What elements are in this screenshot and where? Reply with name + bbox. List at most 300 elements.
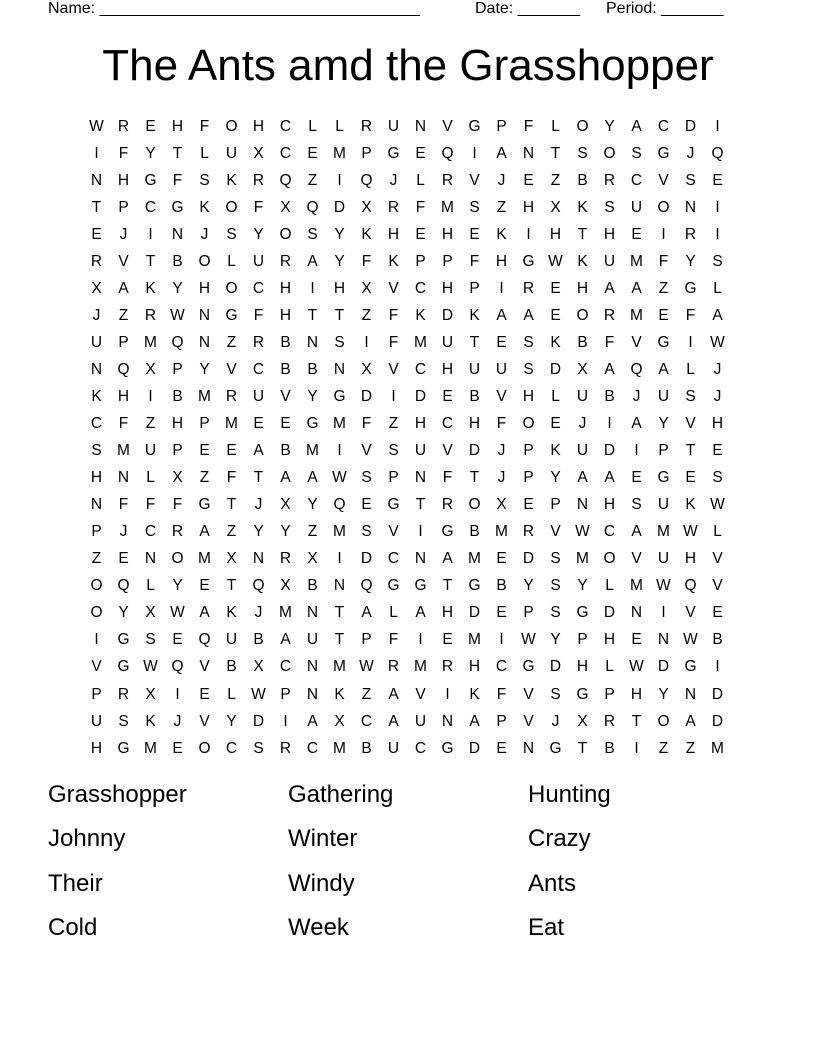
grid-letter[interactable]: I	[364, 333, 369, 351]
grid-letter[interactable]: S	[712, 252, 723, 270]
grid-letter[interactable]: U	[252, 387, 265, 405]
grid-letter[interactable]: J	[497, 469, 506, 487]
grid-letter[interactable]: Q	[279, 171, 292, 189]
grid-letter[interactable]: G	[333, 387, 346, 405]
grid-letter[interactable]: P	[523, 469, 534, 487]
grid-letter[interactable]: R	[171, 523, 184, 541]
grid-letter[interactable]: H	[441, 604, 454, 622]
grid-letter[interactable]: B	[577, 171, 588, 189]
grid-letter[interactable]: P	[388, 469, 399, 487]
grid-letter[interactable]: J	[686, 144, 695, 162]
grid-letter[interactable]: Q	[333, 496, 346, 514]
grid-letter[interactable]: C	[252, 360, 265, 378]
grid-letter[interactable]: W	[710, 333, 725, 351]
grid-letter[interactable]: B	[712, 631, 723, 649]
grid-letter[interactable]: I	[175, 685, 180, 703]
grid-letter[interactable]: O	[171, 550, 184, 568]
grid-letter[interactable]: A	[199, 604, 210, 622]
grid-letter[interactable]: F	[172, 171, 183, 189]
grid-letter[interactable]: F	[604, 333, 615, 351]
grid-letter[interactable]: I	[499, 279, 504, 297]
grid-letter[interactable]: V	[712, 577, 723, 595]
grid-letter[interactable]: J	[551, 712, 560, 730]
grid-letter[interactable]: H	[603, 631, 616, 649]
grid-letter[interactable]: T	[550, 144, 561, 162]
grid-letter[interactable]: K	[334, 685, 345, 703]
grid-letter[interactable]: W	[521, 631, 536, 649]
grid-letter[interactable]: P	[361, 631, 372, 649]
grid-letter[interactable]: N	[441, 712, 454, 730]
grid-letter[interactable]: K	[388, 252, 399, 270]
grid-letter[interactable]: X	[253, 144, 264, 162]
grid-letter[interactable]: L	[389, 604, 398, 622]
grid-letter[interactable]: M	[144, 333, 157, 351]
grid-letter[interactable]: T	[334, 306, 345, 324]
grid-letter[interactable]: N	[684, 198, 697, 216]
grid-letter[interactable]: W	[170, 306, 185, 324]
grid-letter[interactable]: Z	[307, 171, 318, 189]
grid-letter[interactable]: Q	[630, 360, 643, 378]
grid-letter[interactable]: D	[333, 198, 346, 216]
grid-letter[interactable]: T	[91, 198, 102, 216]
grid-letter[interactable]: C	[414, 739, 427, 757]
grid-letter[interactable]: R	[603, 712, 616, 730]
grid-letter[interactable]: C	[441, 415, 454, 433]
grid-letter[interactable]: H	[468, 415, 481, 433]
grid-letter[interactable]: V	[658, 171, 669, 189]
grid-letter[interactable]: D	[441, 306, 454, 324]
grid-letter[interactable]: M	[495, 523, 508, 541]
grid-letter[interactable]: T	[307, 306, 318, 324]
grid-letter[interactable]: M	[306, 442, 319, 460]
grid-letter[interactable]: E	[523, 171, 534, 189]
grid-letter[interactable]: R	[441, 171, 454, 189]
grid-letter[interactable]: E	[496, 604, 507, 622]
grid-letter[interactable]: I	[499, 631, 504, 649]
grid-letter[interactable]: L	[200, 144, 209, 162]
grid-letter[interactable]: E	[550, 415, 561, 433]
grid-letter[interactable]: E	[199, 685, 210, 703]
grid-letter[interactable]: L	[713, 279, 722, 297]
grid-letter[interactable]: S	[118, 712, 129, 730]
grid-letter[interactable]: H	[603, 496, 616, 514]
grid-letter[interactable]: L	[416, 171, 425, 189]
grid-letter[interactable]: E	[496, 333, 507, 351]
grid-letter[interactable]: P	[442, 252, 453, 270]
grid-letter[interactable]: A	[388, 712, 399, 730]
grid-letter[interactable]: M	[117, 442, 130, 460]
grid-letter[interactable]: E	[361, 496, 372, 514]
grid-letter[interactable]: I	[661, 225, 666, 243]
grid-letter[interactable]: E	[712, 171, 723, 189]
grid-letter[interactable]: D	[603, 604, 616, 622]
grid-letter[interactable]: P	[172, 442, 183, 460]
grid-letter[interactable]: Z	[658, 279, 669, 297]
grid-letter[interactable]: I	[283, 712, 288, 730]
grid-letter[interactable]: I	[148, 225, 153, 243]
grid-letter[interactable]: K	[91, 387, 102, 405]
grid-letter[interactable]: T	[469, 469, 480, 487]
grid-letter[interactable]: C	[306, 739, 319, 757]
grid-letter[interactable]: G	[387, 144, 400, 162]
grid-letter[interactable]: J	[254, 604, 263, 622]
grid-letter[interactable]: M	[630, 252, 643, 270]
grid-letter[interactable]: V	[631, 550, 642, 568]
grid-letter[interactable]: X	[253, 658, 264, 676]
grid-letter[interactable]: Y	[550, 469, 561, 487]
grid-letter[interactable]: N	[333, 360, 346, 378]
grid-letter[interactable]: Z	[91, 550, 102, 568]
grid-letter[interactable]: F	[658, 252, 669, 270]
grid-letter[interactable]: D	[603, 442, 616, 460]
grid-letter[interactable]: C	[360, 712, 373, 730]
grid-letter[interactable]: N	[144, 550, 157, 568]
grid-letter[interactable]: E	[442, 387, 453, 405]
grid-letter[interactable]: T	[226, 496, 237, 514]
grid-letter[interactable]: O	[279, 225, 292, 243]
grid-letter[interactable]: P	[577, 631, 588, 649]
grid-letter[interactable]: G	[387, 496, 400, 514]
grid-letter[interactable]: G	[414, 577, 427, 595]
grid-letter[interactable]: N	[657, 631, 670, 649]
grid-letter[interactable]: I	[418, 631, 423, 649]
grid-letter[interactable]: O	[522, 415, 535, 433]
grid-letter[interactable]: N	[684, 685, 697, 703]
grid-letter[interactable]: K	[577, 198, 588, 216]
grid-letter[interactable]: D	[360, 550, 373, 568]
grid-letter[interactable]: A	[307, 252, 318, 270]
grid-letter[interactable]: A	[631, 117, 642, 135]
grid-letter[interactable]: G	[117, 658, 130, 676]
grid-letter[interactable]: J	[713, 387, 722, 405]
grid-letter[interactable]: Z	[685, 739, 696, 757]
grid-letter[interactable]: G	[468, 577, 481, 595]
grid-letter[interactable]: G	[441, 523, 454, 541]
grid-letter[interactable]: N	[306, 333, 319, 351]
grid-letter[interactable]: L	[227, 685, 236, 703]
grid-letter[interactable]: R	[441, 496, 454, 514]
grid-letter[interactable]: J	[173, 712, 182, 730]
grid-letter[interactable]: I	[634, 739, 639, 757]
grid-letter[interactable]: O	[198, 739, 211, 757]
grid-letter[interactable]: C	[630, 171, 643, 189]
grid-letter[interactable]: U	[387, 117, 400, 135]
grid-letter[interactable]: I	[688, 333, 693, 351]
grid-letter[interactable]: Y	[307, 387, 318, 405]
grid-letter[interactable]: R	[603, 171, 616, 189]
grid-letter[interactable]: S	[469, 198, 480, 216]
grid-letter[interactable]: E	[91, 225, 102, 243]
grid-letter[interactable]: O	[603, 144, 616, 162]
grid-letter[interactable]: Q	[360, 577, 373, 595]
grid-letter[interactable]: O	[657, 712, 670, 730]
grid-letter[interactable]: L	[551, 117, 560, 135]
grid-letter[interactable]: X	[550, 198, 561, 216]
grid-letter[interactable]: R	[252, 171, 265, 189]
grid-letter[interactable]: S	[550, 604, 561, 622]
grid-letter[interactable]: I	[661, 604, 666, 622]
grid-letter[interactable]: C	[279, 658, 292, 676]
grid-letter[interactable]: E	[658, 306, 669, 324]
grid-letter[interactable]: V	[685, 415, 696, 433]
grid-letter[interactable]: B	[172, 252, 183, 270]
grid-letter[interactable]: Z	[496, 198, 507, 216]
grid-letter[interactable]: S	[334, 333, 345, 351]
grid-letter[interactable]: P	[415, 252, 426, 270]
grid-letter[interactable]: O	[225, 117, 238, 135]
grid-letter[interactable]: X	[91, 279, 102, 297]
grid-letter[interactable]: R	[117, 117, 130, 135]
grid-letter[interactable]: D	[684, 117, 697, 135]
grid-letter[interactable]: I	[94, 144, 99, 162]
grid-letter[interactable]: M	[144, 739, 157, 757]
grid-letter[interactable]: P	[199, 415, 210, 433]
grid-letter[interactable]: E	[199, 442, 210, 460]
grid-letter[interactable]: E	[712, 604, 723, 622]
grid-letter[interactable]: Z	[199, 469, 210, 487]
grid-letter[interactable]: K	[577, 252, 588, 270]
grid-letter[interactable]: K	[361, 225, 372, 243]
grid-letter[interactable]: G	[171, 198, 184, 216]
grid-letter[interactable]: R	[441, 658, 454, 676]
grid-letter[interactable]: I	[310, 279, 315, 297]
grid-letter[interactable]: M	[468, 550, 481, 568]
grid-letter[interactable]: W	[359, 658, 374, 676]
grid-letter[interactable]: J	[713, 360, 722, 378]
grid-letter[interactable]: V	[118, 252, 129, 270]
grid-letter[interactable]: S	[631, 496, 642, 514]
grid-letter[interactable]: X	[145, 685, 156, 703]
grid-letter[interactable]: C	[90, 415, 103, 433]
grid-letter[interactable]: J	[632, 387, 641, 405]
grid-letter[interactable]: C	[252, 279, 265, 297]
grid-letter[interactable]: V	[550, 523, 561, 541]
grid-letter[interactable]: N	[576, 496, 589, 514]
grid-letter[interactable]: R	[684, 225, 697, 243]
grid-letter[interactable]: E	[307, 144, 318, 162]
grid-letter[interactable]: L	[146, 577, 155, 595]
grid-letter[interactable]: N	[522, 144, 535, 162]
grid-letter[interactable]: F	[685, 306, 696, 324]
grid-letter[interactable]: O	[225, 279, 238, 297]
grid-letter[interactable]: G	[144, 171, 157, 189]
grid-letter[interactable]: U	[657, 496, 670, 514]
grid-letter[interactable]: D	[711, 685, 724, 703]
grid-letter[interactable]: E	[253, 415, 264, 433]
grid-letter[interactable]: F	[118, 496, 129, 514]
grid-letter[interactable]: J	[200, 225, 209, 243]
grid-letter[interactable]: P	[658, 442, 669, 460]
grid-letter[interactable]: E	[280, 415, 291, 433]
grid-letter[interactable]: F	[523, 117, 534, 135]
grid-letter[interactable]: H	[279, 279, 292, 297]
grid-letter[interactable]: E	[550, 279, 561, 297]
grid-letter[interactable]: A	[253, 442, 264, 460]
grid-letter[interactable]: J	[497, 442, 506, 460]
grid-letter[interactable]: S	[361, 523, 372, 541]
grid-letter[interactable]: R	[252, 333, 265, 351]
grid-letter[interactable]: X	[577, 712, 588, 730]
grid-letter[interactable]: U	[468, 360, 481, 378]
grid-letter[interactable]: G	[657, 333, 670, 351]
grid-letter[interactable]: I	[445, 685, 450, 703]
grid-letter[interactable]: F	[253, 198, 264, 216]
grid-letter[interactable]: E	[442, 631, 453, 649]
grid-letter[interactable]: N	[306, 658, 319, 676]
grid-letter[interactable]: E	[496, 550, 507, 568]
grid-letter[interactable]: Y	[145, 144, 156, 162]
grid-letter[interactable]: P	[118, 333, 129, 351]
grid-letter[interactable]: U	[90, 712, 103, 730]
grid-letter[interactable]: I	[337, 171, 342, 189]
grid-letter[interactable]: A	[280, 631, 291, 649]
grid-letter[interactable]: S	[388, 442, 399, 460]
grid-letter[interactable]: P	[118, 198, 129, 216]
grid-letter[interactable]: N	[252, 550, 265, 568]
grid-letter[interactable]: G	[441, 739, 454, 757]
grid-letter[interactable]: C	[279, 117, 292, 135]
grid-letter[interactable]: W	[170, 604, 185, 622]
grid-letter[interactable]: I	[337, 550, 342, 568]
grid-letter[interactable]: A	[469, 712, 480, 730]
grid-letter[interactable]: Z	[226, 523, 237, 541]
grid-letter[interactable]: B	[469, 387, 480, 405]
grid-letter[interactable]: B	[307, 577, 318, 595]
grid-letter[interactable]: K	[226, 604, 237, 622]
grid-letter[interactable]: T	[226, 577, 237, 595]
grid-letter[interactable]: H	[603, 225, 616, 243]
grid-letter[interactable]: G	[522, 252, 535, 270]
grid-letter[interactable]: G	[684, 279, 697, 297]
grid-letter[interactable]: P	[496, 117, 507, 135]
grid-letter[interactable]: H	[576, 658, 589, 676]
grid-letter[interactable]: A	[307, 712, 318, 730]
grid-letter[interactable]: N	[117, 469, 130, 487]
grid-letter[interactable]: Z	[550, 171, 561, 189]
grid-letter[interactable]: D	[711, 712, 724, 730]
grid-letter[interactable]: V	[712, 550, 723, 568]
grid-letter[interactable]: O	[198, 252, 211, 270]
grid-letter[interactable]: P	[91, 685, 102, 703]
grid-letter[interactable]: M	[468, 631, 481, 649]
grid-letter[interactable]: U	[657, 550, 670, 568]
grid-letter[interactable]: F	[469, 252, 480, 270]
grid-letter[interactable]: V	[496, 387, 507, 405]
grid-letter[interactable]: H	[441, 279, 454, 297]
grid-letter[interactable]: T	[334, 631, 345, 649]
grid-letter[interactable]: F	[172, 496, 183, 514]
grid-letter[interactable]: A	[496, 144, 507, 162]
grid-letter[interactable]: F	[118, 415, 129, 433]
grid-letter[interactable]: E	[496, 739, 507, 757]
grid-letter[interactable]: G	[117, 739, 130, 757]
grid-letter[interactable]: V	[415, 685, 426, 703]
grid-letter[interactable]: T	[334, 604, 345, 622]
grid-letter[interactable]: F	[388, 631, 399, 649]
grid-letter[interactable]: Z	[658, 739, 669, 757]
grid-letter[interactable]: J	[92, 306, 101, 324]
grid-letter[interactable]: X	[280, 496, 291, 514]
grid-letter[interactable]: S	[550, 577, 561, 595]
grid-letter[interactable]: H	[252, 117, 265, 135]
grid-letter[interactable]: Q	[252, 577, 265, 595]
grid-letter[interactable]: K	[550, 442, 561, 460]
grid-letter[interactable]: C	[414, 279, 427, 297]
grid-letter[interactable]: I	[418, 523, 423, 541]
grid-letter[interactable]: A	[604, 469, 615, 487]
grid-letter[interactable]: G	[576, 685, 589, 703]
grid-letter[interactable]: T	[415, 496, 426, 514]
grid-letter[interactable]: F	[226, 469, 237, 487]
grid-letter[interactable]: Y	[334, 252, 345, 270]
grid-letter[interactable]: U	[414, 712, 427, 730]
grid-letter[interactable]: S	[685, 171, 696, 189]
grid-letter[interactable]: F	[361, 252, 372, 270]
date-field[interactable]: Date: _______	[475, 0, 580, 17]
grid-letter[interactable]: U	[657, 387, 670, 405]
grid-letter[interactable]: O	[468, 496, 481, 514]
grid-letter[interactable]: E	[631, 469, 642, 487]
grid-letter[interactable]: K	[469, 685, 480, 703]
grid-letter[interactable]: X	[226, 550, 237, 568]
grid-letter[interactable]: Y	[307, 496, 318, 514]
grid-letter[interactable]: P	[172, 360, 183, 378]
grid-letter[interactable]: M	[630, 577, 643, 595]
grid-letter[interactable]: N	[414, 117, 427, 135]
grid-letter[interactable]: M	[441, 198, 454, 216]
grid-letter[interactable]: G	[657, 469, 670, 487]
grid-letter[interactable]: U	[576, 387, 589, 405]
grid-letter[interactable]: U	[414, 442, 427, 460]
grid-letter[interactable]: Q	[117, 577, 130, 595]
grid-letter[interactable]: V	[199, 712, 210, 730]
grid-letter[interactable]: K	[550, 333, 561, 351]
grid-letter[interactable]: D	[549, 360, 562, 378]
grid-letter[interactable]: Q	[171, 333, 184, 351]
grid-letter[interactable]: C	[603, 523, 616, 541]
grid-letter[interactable]: Q	[711, 144, 724, 162]
grid-letter[interactable]: X	[361, 279, 372, 297]
grid-letter[interactable]: W	[143, 658, 158, 676]
grid-letter[interactable]: J	[578, 415, 587, 433]
grid-letter[interactable]: R	[144, 306, 157, 324]
grid-letter[interactable]: B	[280, 333, 291, 351]
grid-letter[interactable]: V	[631, 333, 642, 351]
grid-letter[interactable]: U	[306, 631, 319, 649]
grid-letter[interactable]: A	[280, 469, 291, 487]
grid-letter[interactable]: H	[387, 225, 400, 243]
grid-letter[interactable]: E	[469, 225, 480, 243]
grid-letter[interactable]: K	[199, 198, 210, 216]
grid-letter[interactable]: N	[414, 469, 427, 487]
grid-letter[interactable]: B	[604, 387, 615, 405]
grid-letter[interactable]: Q	[684, 577, 697, 595]
grid-letter[interactable]: M	[279, 604, 292, 622]
grid-letter[interactable]: S	[145, 631, 156, 649]
grid-letter[interactable]: R	[387, 198, 400, 216]
grid-letter[interactable]: R	[360, 117, 373, 135]
grid-letter[interactable]: C	[657, 117, 670, 135]
grid-letter[interactable]: N	[333, 577, 346, 595]
grid-letter[interactable]: I	[607, 415, 612, 433]
grid-letter[interactable]: A	[307, 469, 318, 487]
grid-letter[interactable]: U	[144, 442, 157, 460]
grid-letter[interactable]: K	[226, 171, 237, 189]
grid-letter[interactable]: Y	[577, 577, 588, 595]
grid-letter[interactable]: B	[253, 631, 264, 649]
grid-letter[interactable]: E	[172, 631, 183, 649]
grid-letter[interactable]: V	[388, 279, 399, 297]
